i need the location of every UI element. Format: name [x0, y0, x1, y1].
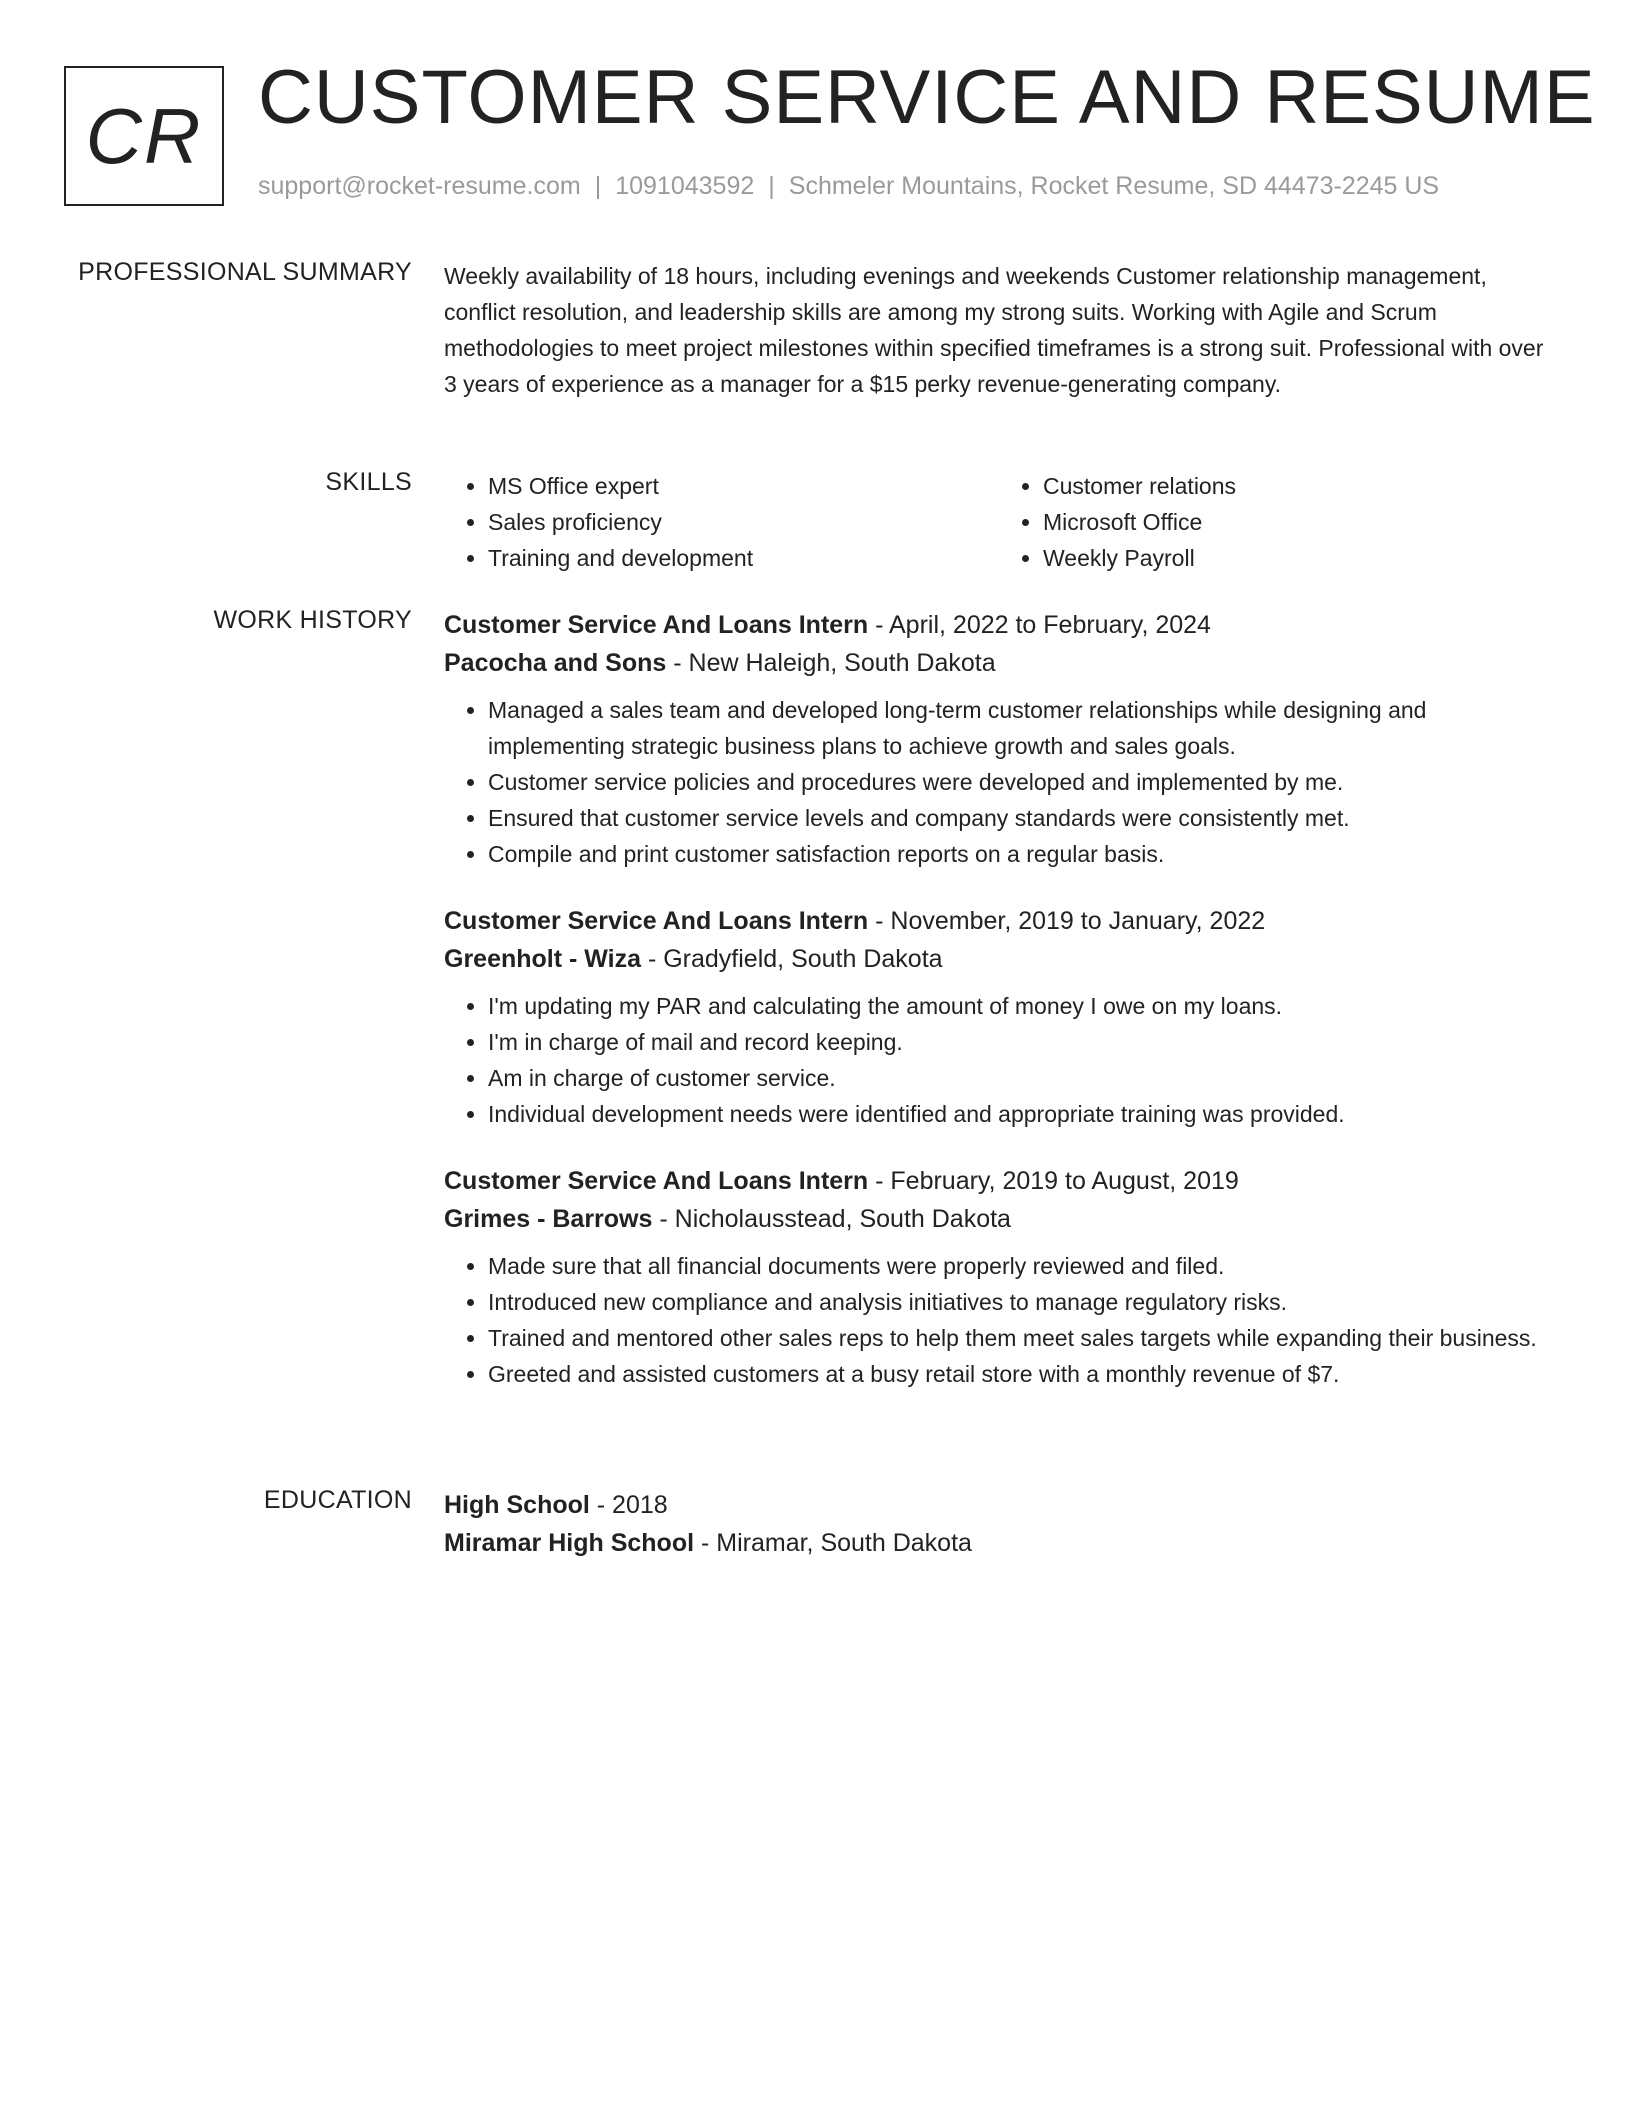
job-bullet: • Managed a sales team and developed long-term customer relationships while designing and implementing strategic business plans to achieve growth and sales goals. [488, 692, 1554, 764]
job-entry [444, 606, 1554, 872]
education-degree: High School [444, 1491, 590, 1519]
job-dates: - April, 2022 to February, 2024 [868, 611, 1211, 639]
summary-heading: PROFESSIONAL SUMMARY [78, 258, 412, 286]
job-bullets [444, 988, 1554, 1132]
job-company-line [444, 940, 1554, 978]
skills-column-right [999, 468, 1554, 576]
education-degree-line [444, 1486, 1554, 1524]
job-title-line [444, 1162, 1554, 1200]
monogram-box [64, 66, 224, 206]
job-title: Customer Service And Loans Intern [444, 907, 869, 935]
education-school: Miramar High School [444, 1529, 695, 1557]
summary-body [444, 258, 1554, 402]
job-location: - Nicholausstead, South Dakota [652, 1205, 1011, 1233]
job-dates: - February, 2019 to August, 2019 [868, 1167, 1239, 1195]
job-entry [444, 902, 1554, 1132]
job-company: Greenholt - Wiza [444, 945, 642, 973]
job-bullet: • Individual development needs were identified and appropriate training was provided. [488, 1096, 1554, 1132]
job-bullet: • I'm in charge of mail and record keeping. [488, 1024, 1554, 1060]
skills-grid [444, 468, 1554, 576]
contact-phone[interactable]: 1091043592 [615, 172, 755, 200]
skill-item: • Training and development [488, 540, 999, 576]
job-bullet: • I'm updating my PAR and calculating the amount of money I owe on my loans. [488, 988, 1554, 1024]
job-company-line [444, 1200, 1554, 1238]
skill-item: • Sales proficiency [488, 504, 999, 540]
education-body [444, 1486, 1554, 1562]
job-company-line [444, 644, 1554, 682]
education-school-line [444, 1524, 1554, 1562]
job-dates: - November, 2019 to January, 2022 [868, 907, 1266, 935]
skills-heading: SKILLS [325, 468, 412, 496]
education-heading: EDUCATION [263, 1486, 412, 1514]
skill-item: • Microsoft Office [1043, 504, 1554, 540]
job-title-line [444, 606, 1554, 644]
summary-text: Weekly availability of 18 hours, including evenings and weekends Customer relationship management, conflict resolution, and leadership skills are among my strong suits. Working with Agile and Scrum methodologies to meet project milestones within specified timeframes is a strong suit. Professional with over 3 years of experience as a manager for a $15 perky revenue-generating company. [444, 263, 1544, 397]
job-bullet: • Customer service policies and procedures were developed and implemented by me. [488, 764, 1554, 800]
job-location: - New Haleigh, South Dakota [666, 649, 996, 677]
education-year: - 2018 [589, 1491, 668, 1519]
job-bullet: • Trained and mentored other sales reps to help them meet sales targets while expanding their business. [488, 1320, 1554, 1356]
contact-separator: | [594, 172, 602, 200]
contact-address: Schmeler Mountains, Rocket Resume, SD 44473-2245 US [788, 172, 1440, 200]
work-history-body [444, 606, 1554, 1422]
job-bullet: • Ensured that customer service levels and company standards were consistently met. [488, 800, 1554, 836]
contact-email[interactable]: support@rocket-resume.com [258, 172, 581, 200]
skills-column-left [444, 468, 999, 576]
skills-body [444, 468, 1554, 576]
job-company: Grimes - Barrows [444, 1205, 653, 1233]
skill-item: • Customer relations [1043, 468, 1554, 504]
work-history-heading: WORK HISTORY [213, 606, 412, 634]
job-bullet: • Am in charge of customer service. [488, 1060, 1554, 1096]
job-title: Customer Service And Loans Intern [444, 1167, 869, 1195]
job-entry [444, 1162, 1554, 1392]
job-bullet: • Introduced new compliance and analysis initiatives to manage regulatory risks. [488, 1284, 1554, 1320]
job-bullet: • Greeted and assisted customers at a busy retail store with a monthly revenue of $7. [488, 1356, 1554, 1392]
job-location: - Gradyfield, South Dakota [641, 945, 943, 973]
contact-separator: | [768, 172, 775, 200]
job-company: Pacocha and Sons [444, 649, 667, 677]
monogram-initials: CR [85, 91, 203, 180]
skill-item: • Weekly Payroll [1043, 540, 1554, 576]
job-title-line [444, 902, 1554, 940]
job-bullet: • Made sure that all financial documents were properly reviewed and filed. [488, 1248, 1554, 1284]
job-bullets [444, 1248, 1554, 1392]
education-location: - Miramar, South Dakota [694, 1529, 972, 1557]
job-bullet: • Compile and print customer satisfaction reports on a regular basis. [488, 836, 1554, 872]
skill-item: • MS Office expert [488, 468, 999, 504]
job-bullets [444, 692, 1554, 872]
contact-line [258, 172, 1439, 201]
job-title: Customer Service And Loans Intern [444, 611, 869, 639]
resume-name: CUSTOMER SERVICE AND RESUME [258, 55, 1596, 140]
